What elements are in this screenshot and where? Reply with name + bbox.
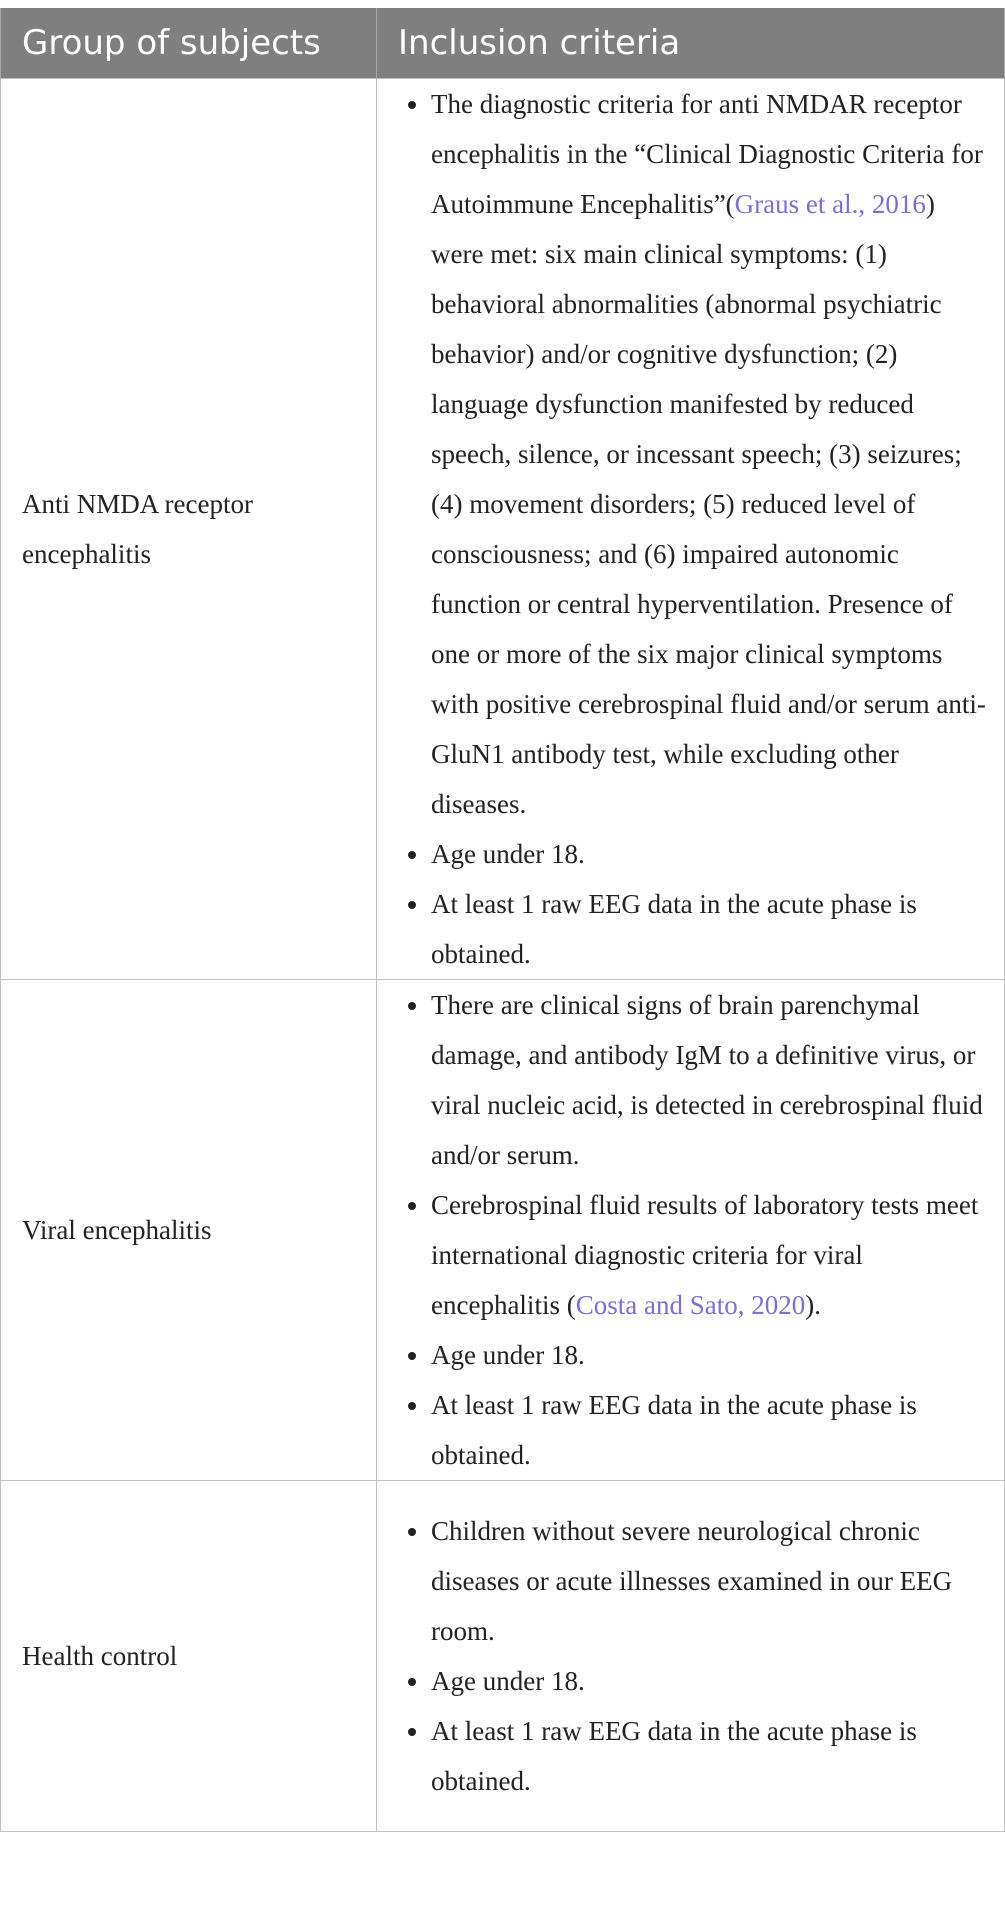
criteria-text: Cerebrospinal fluid results of laboratory tests meet international diagnostic criteria for viral encephalitis ( <box>431 1190 979 1320</box>
criteria-item: • Age under 18. <box>431 1656 988 1706</box>
criteria-text: ). <box>805 1290 821 1320</box>
header-inclusion-criteria: Inclusion criteria <box>377 8 1005 79</box>
criteria-cell <box>377 79 1005 980</box>
criteria-item <box>431 79 988 829</box>
criteria-list <box>397 79 988 979</box>
citation-link[interactable]: Graus et al., 2016 <box>734 189 926 219</box>
criteria-item: • Age under 18. <box>431 1330 988 1380</box>
criteria-item: • Age under 18. <box>431 829 988 879</box>
criteria-list <box>397 1506 988 1806</box>
criteria-item: • At least 1 raw EEG data in the acute phase is obtained. <box>431 879 988 979</box>
group-cell: Anti NMDA receptor encephalitis <box>1 79 377 980</box>
criteria-cell <box>377 1481 1005 1832</box>
table-header-row <box>1 8 1005 79</box>
criteria-item: • At least 1 raw EEG data in the acute phase is obtained. <box>431 1706 988 1806</box>
criteria-item: • At least 1 raw EEG data in the acute phase is obtained. <box>431 1380 988 1480</box>
criteria-text: The diagnostic criteria for anti NMDAR receptor encephalitis in the “Clinical Diagnostic Criteria for Autoimmune Encephalitis”( <box>431 89 983 219</box>
criteria-list <box>397 980 988 1480</box>
table-row-viral <box>1 980 1005 1481</box>
citation-link[interactable]: Costa and Sato, 2020 <box>575 1290 806 1320</box>
criteria-item: • There are clinical signs of brain parenchymal damage, and antibody IgM to a definitive virus, or viral nucleic acid, is detected in cerebrospinal fluid and/or serum. <box>431 980 988 1180</box>
table-row-health-control <box>1 1481 1005 1832</box>
criteria-item <box>431 1180 988 1330</box>
inclusion-criteria-table <box>0 8 1005 1832</box>
criteria-text: ) were met: six main clinical symptoms: (1) behavioral abnormalities (abnormal psychiatric behavior) and/or cognitive dysfunction; (2) language dysfunction manifested by reduced speech, silence, or incessant speech; (3) seizures; (4) movement disorders; (5) reduced level of consciousness; and (6) impaired autonomic function or central hyperventilation. Presence of one or more of the six major clinical symptoms with positive cerebrospinal fluid and/or serum anti-GluN1 antibody test, while excluding other diseases. <box>431 189 986 819</box>
group-cell: Viral encephalitis <box>1 980 377 1481</box>
criteria-cell <box>377 980 1005 1481</box>
header-group-of-subjects: Group of subjects <box>1 8 377 79</box>
criteria-item: • Children without severe neurological chronic diseases or acute illnesses examined in our EEG room. <box>431 1506 988 1656</box>
table-row-anti-nmda <box>1 79 1005 980</box>
group-cell: Health control <box>1 1481 377 1832</box>
